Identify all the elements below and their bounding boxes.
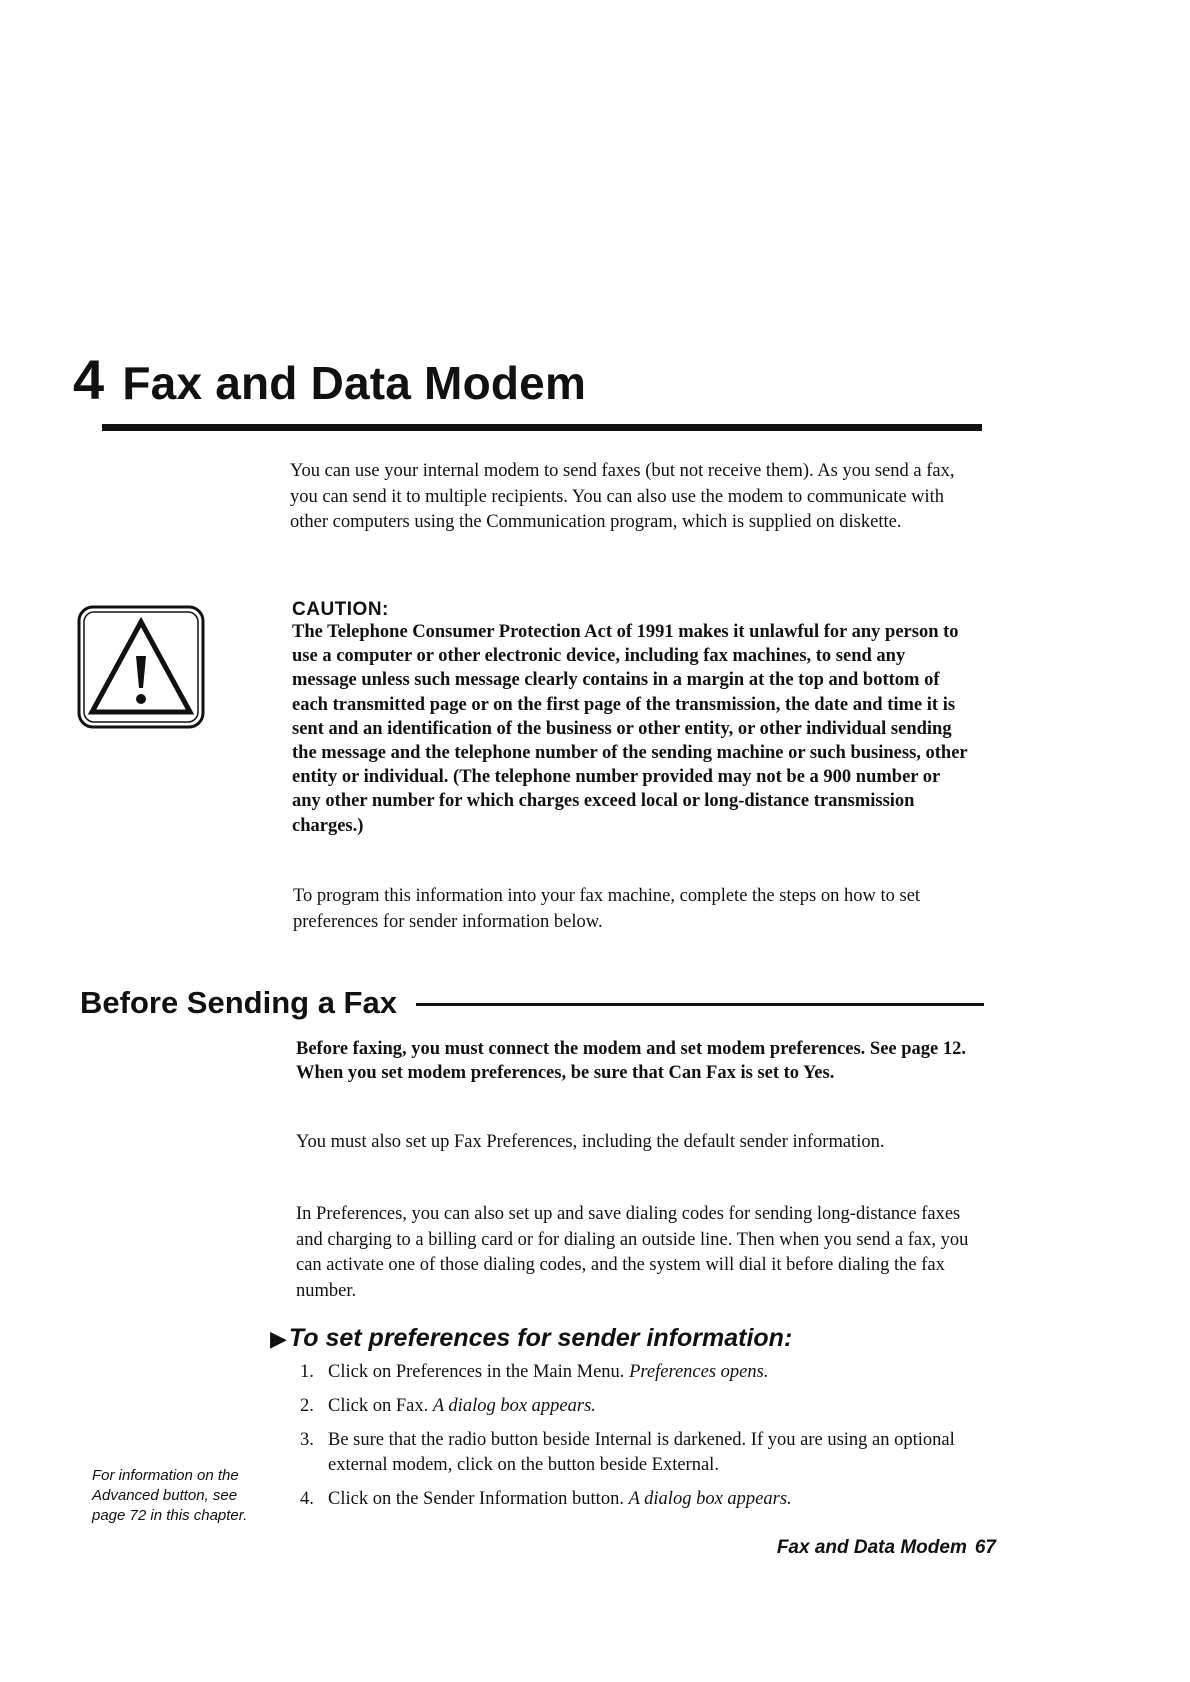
step-item: [300, 1360, 990, 1385]
procedure-steps: [300, 1360, 990, 1521]
before-faxing-paragraph: Before faxing, you must connect the modem and set modem preferences. See page 12. When you set modem preferences, be sure that Can Fax is set to Yes.: [296, 1039, 967, 1083]
step-result: Preferences opens.: [629, 1362, 769, 1382]
intro-paragraph: You can use your internal modem to send faxes (but not receive them). As you send a fax, you can send it to multiple recipients. You can also use the modem to communicate with other computers using the Communication program, which is supplied on diskette.: [290, 461, 955, 532]
chapter-title: [73, 348, 587, 411]
step-text: Click on Preferences in the Main Menu. Preferences opens.: [328, 1362, 769, 1382]
section-rule: [416, 1003, 984, 1006]
program-paragraph: To program this information into your fax machine, complete the steps on how to set preferences for sender information below.: [293, 886, 921, 932]
chapter-number: 4: [73, 348, 105, 411]
step-number: 4.: [300, 1489, 314, 1509]
step-text: Be sure that the radio button beside Internal is darkened. If you are using an optional external modem, click on the button beside External.: [328, 1430, 955, 1475]
dialing-codes-paragraph: In Preferences, you can also set up and save dialing codes for sending long-distance faxes and charging to a billing card or for dialing an outside line. Then when you send a fax, you can activate one of those dialing codes, and the system will dial it before dialing the fax number.: [296, 1204, 969, 1301]
page-footer: [756, 1537, 996, 1559]
chapter-title-text: Fax and Data Modem: [122, 357, 587, 409]
warning-triangle-icon: [76, 604, 206, 732]
page-number: 67: [974, 1537, 996, 1558]
step-number: 2.: [300, 1396, 314, 1416]
procedure-heading-text: To set preferences for sender information:: [288, 1324, 793, 1352]
caution-heading: CAUTION:: [292, 599, 389, 620]
step-number: 1.: [300, 1362, 314, 1382]
section-title: Before Sending a Fax: [80, 985, 397, 1020]
margin-note: For information on the Advanced button, see page 72 in this chapter.: [92, 1467, 248, 1524]
step-text: Click on Fax. A dialog box appears.: [328, 1396, 596, 1416]
step-item: [300, 1428, 990, 1478]
chapter-rule: [102, 424, 982, 431]
footer-title: Fax and Data Modem: [776, 1537, 967, 1558]
step-item: [300, 1394, 990, 1419]
step-text: Click on the Sender Information button. A dialog box appears.: [328, 1489, 792, 1509]
step-number: 3.: [300, 1430, 314, 1450]
caution-text: The Telephone Consumer Protection Act of 1991 makes it unlawful for any person to use a computer or other electronic device, including fax machines, to send any message unless such message clearly contains in a margin at the top and bottom of each transmitted page or on the first page of the transmission, the date and time it is sent and an identification of the business or other entity, or other individual sending the message and the telephone number of the sending machine or such business, other entity or individual. (The telephone number provided may not be a 900 number or any other number for which charges exceed local or long-distance transmission charges.): [292, 622, 968, 836]
step-item: [300, 1487, 990, 1512]
procedure-heading: [270, 1326, 792, 1351]
step-result: A dialog box appears.: [432, 1396, 596, 1416]
arrow-right-icon: ▶: [270, 1326, 287, 1351]
fax-preferences-paragraph: You must also set up Fax Preferences, including the default sender information.: [296, 1132, 885, 1152]
step-result: A dialog box appears.: [628, 1489, 792, 1509]
